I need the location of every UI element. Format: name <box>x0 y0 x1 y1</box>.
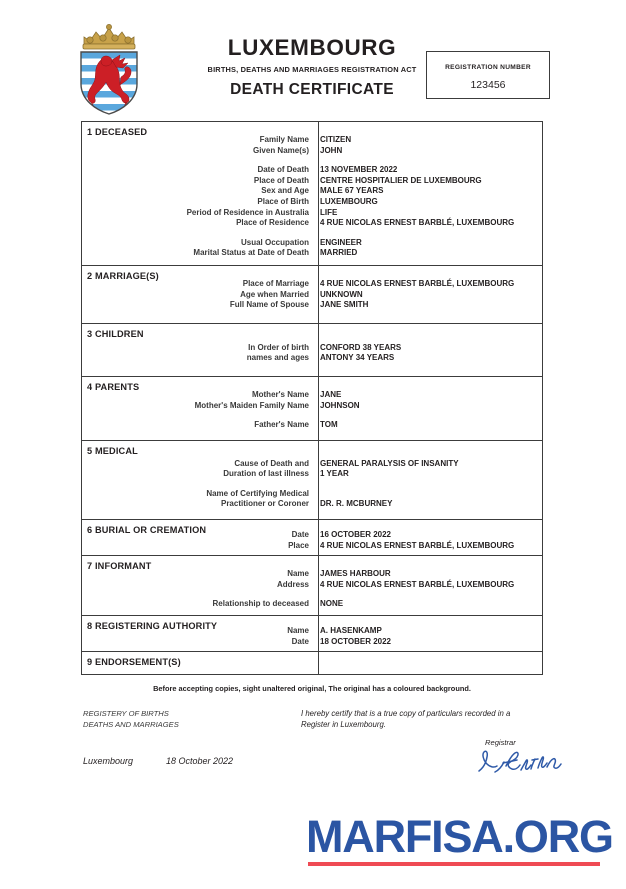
page-title: LUXEMBOURG <box>227 35 397 60</box>
marital-status-value: MARRIED <box>320 248 358 258</box>
spouse-name-value: JANE SMITH <box>320 300 369 310</box>
certifying-practitioner-value: DR. R. MCBURNEY <box>320 499 393 509</box>
field-usual-occupation <box>82 238 542 249</box>
section-medical <box>82 441 542 520</box>
footer-date: 18 October 2022 <box>166 756 234 766</box>
certifying-practitioner-label-line1: Name of Certifying Medical <box>206 488 309 498</box>
age-when-married-value: UNKNOWN <box>320 289 363 299</box>
sex-and-age-label: Sex and Age <box>261 186 309 196</box>
informant-name-value: JAMES HARBOUR <box>320 569 391 579</box>
section-informant-title: 7 INFORMANT <box>87 561 152 572</box>
section-deceased <box>82 122 542 266</box>
burial-date-value: 16 OCTOBER 2022 <box>320 530 391 540</box>
cause-of-death-value: GENERAL PARALYSIS OF INSANITY <box>320 458 459 468</box>
family-name-value: CITIZEN <box>320 135 352 144</box>
field-cause-of-death <box>82 459 542 480</box>
given-names-value: JOHN <box>320 145 343 155</box>
mother-name-value: JANE <box>320 389 342 399</box>
authority-name-value: A. HASENKAMP <box>320 626 382 636</box>
usual-occupation-label: Usual Occupation <box>240 237 309 247</box>
authority-date-label: Date <box>291 636 309 646</box>
children-order-label-line2: names and ages <box>246 353 309 363</box>
spouse-name-label: Full Name of Spouse <box>229 300 309 310</box>
place-of-residence-value: 4 RUE NICOLAS ERNEST BARBLÉ, LUXEMBOURG <box>320 218 515 228</box>
mother-maiden-name-label: Mother's Maiden Family Name <box>194 400 309 410</box>
registration-number-label: REGISTRATION NUMBER <box>445 64 531 71</box>
period-of-residence-label: Period of Residence in Australia <box>186 207 309 217</box>
place-of-birth-label: Place of Birth <box>257 196 309 206</box>
registry-office-line1: REGISTERY OF BIRTHS <box>83 709 169 718</box>
burial-date-label: Date <box>291 530 309 540</box>
section-marriages <box>82 266 542 324</box>
mother-maiden-name-value: JOHNSON <box>320 400 360 410</box>
informant-relationship-value: NONE <box>320 599 344 609</box>
registration-act-subtitle: BIRTHS, DEATHS AND MARRIAGES REGISTRATION ACT <box>207 64 417 74</box>
field-date-of-death <box>82 165 542 176</box>
section-informant <box>82 556 542 616</box>
field-authority-date <box>82 637 542 648</box>
children-order-label <box>82 343 314 364</box>
certifying-practitioner-label-line2: Practitioner or Coroner <box>220 499 309 509</box>
registry-office-line2: DEATHS AND MARRIAGES <box>83 720 179 729</box>
field-informant-address <box>82 580 542 591</box>
field-given-names <box>82 146 542 157</box>
duration-of-illness-value: 1 YEAR <box>320 469 349 479</box>
section-burial-title: 6 BURIAL OR CREMATION <box>87 525 207 536</box>
section-parents-title: 4 PARENTS <box>87 381 140 392</box>
field-family-name <box>82 135 542 146</box>
child-2-value: ANTONY 34 YEARS <box>320 353 395 363</box>
field-spouse-name <box>82 300 542 311</box>
authority-date-value: 18 OCTOBER 2022 <box>320 636 391 646</box>
place-of-death-value: CENTRE HOSPITALIER DE LUXEMBOURG <box>320 175 482 185</box>
watermark-text: MARFISA.ORG <box>306 811 613 862</box>
informant-address-label: Address <box>276 579 309 589</box>
cause-of-death-values <box>314 459 459 480</box>
watermark-underline <box>308 862 600 866</box>
father-name-value: TOM <box>320 420 338 430</box>
registrar-signature <box>473 746 563 780</box>
certification-statement <box>301 708 551 730</box>
certification-statement-line1: I hereby certify that is a true copy of particulars recorded in a <box>301 709 511 718</box>
field-certifying-practitioner <box>82 489 542 510</box>
given-names-label: Given Name(s) <box>252 145 309 155</box>
marfisa-watermark <box>306 811 613 874</box>
luxembourg-coat-of-arms-icon <box>70 22 148 116</box>
section-parents <box>82 377 542 441</box>
informant-address-value: 4 RUE NICOLAS ERNEST BARBLÉ, LUXEMBOURG <box>320 579 515 589</box>
field-place-of-death <box>82 176 542 187</box>
field-place-of-residence <box>82 218 542 229</box>
family-name-label: Family Name <box>259 135 309 144</box>
mother-name-label: Mother's Name <box>251 389 309 399</box>
burial-place-value: 4 RUE NICOLAS ERNEST BARBLÉ, LUXEMBOURG <box>320 540 515 550</box>
cause-of-death-label-line2: Duration of last illness <box>223 469 309 479</box>
sex-and-age-value: MALE 67 YEARS <box>320 186 384 196</box>
section-children-title: 3 CHILDREN <box>87 328 144 339</box>
field-mother-name <box>82 390 542 401</box>
field-children <box>82 343 542 364</box>
document-type-title: DEATH CERTIFICATE <box>230 80 394 98</box>
informant-relationship-label: Relationship to deceased <box>212 599 309 609</box>
authority-name-label: Name <box>287 626 309 636</box>
marital-status-label: Marital Status at Date of Death <box>193 248 309 258</box>
cause-of-death-label-line1: Cause of Death and <box>234 458 309 468</box>
field-mother-maiden-name <box>82 401 542 412</box>
section-deceased-title: 1 DECEASED <box>87 127 148 137</box>
field-burial-place <box>82 541 542 552</box>
certifying-practitioner-label <box>82 489 314 510</box>
field-marital-status <box>82 248 542 259</box>
section-endorsements-title: 9 ENDORSEMENT(S) <box>87 657 181 668</box>
section-registering-authority <box>82 616 542 652</box>
section-marriages-title: 2 MARRIAGE(S) <box>87 270 159 281</box>
child-1-value: CONFORD 38 YEARS <box>320 342 402 352</box>
copy-warning-text: Before accepting copies, sight unaltered original, The original has a coloured background. <box>153 684 471 693</box>
registrar-label: Registrar <box>485 738 516 747</box>
children-values <box>314 343 401 364</box>
field-age-when-married <box>82 290 542 301</box>
certification-statement-line2: Register in Luxembourg. <box>301 720 386 729</box>
burial-place-label: Place <box>288 540 309 550</box>
field-sex-and-age <box>82 186 542 197</box>
certificate-header <box>62 20 552 116</box>
section-endorsements <box>82 652 542 675</box>
date-of-death-value: 13 NOVEMBER 2022 <box>320 165 398 175</box>
usual-occupation-value: ENGINEER <box>320 237 362 247</box>
children-order-label-line1: In Order of birth <box>248 342 309 352</box>
place-of-birth-value: LUXEMBOURG <box>320 196 378 206</box>
place-of-marriage-label: Place of Marriage <box>242 278 309 288</box>
place-of-marriage-value: 4 RUE NICOLAS ERNEST BARBLÉ, LUXEMBOURG <box>320 278 515 288</box>
informant-name-label: Name <box>287 569 309 579</box>
certificate-footer <box>83 708 553 788</box>
cause-of-death-label <box>82 459 314 480</box>
section-burial-or-cremation <box>82 520 542 556</box>
place-of-death-label: Place of Death <box>253 175 309 185</box>
section-children <box>82 324 542 377</box>
registration-number-box <box>426 51 550 99</box>
place-of-residence-label: Place of Residence <box>236 218 309 228</box>
period-of-residence-value: LIFE <box>320 207 338 217</box>
age-when-married-label: Age when Married <box>240 289 309 299</box>
section-authority-title: 8 REGISTERING AUTHORITY <box>87 621 218 632</box>
registry-office-name <box>83 708 179 730</box>
field-period-of-residence <box>82 208 542 219</box>
certificate-title-block <box>162 36 462 99</box>
certificate-table <box>81 121 543 675</box>
section-medical-title: 5 MEDICAL <box>87 445 138 456</box>
field-father-name <box>82 420 542 431</box>
field-place-of-birth <box>82 197 542 208</box>
father-name-label: Father's Name <box>254 420 309 430</box>
date-of-death-label: Date of Death <box>257 165 309 175</box>
field-informant-relationship <box>82 599 542 610</box>
registration-number-value: 123456 <box>470 79 506 91</box>
footer-place: Luxembourg <box>83 756 134 766</box>
